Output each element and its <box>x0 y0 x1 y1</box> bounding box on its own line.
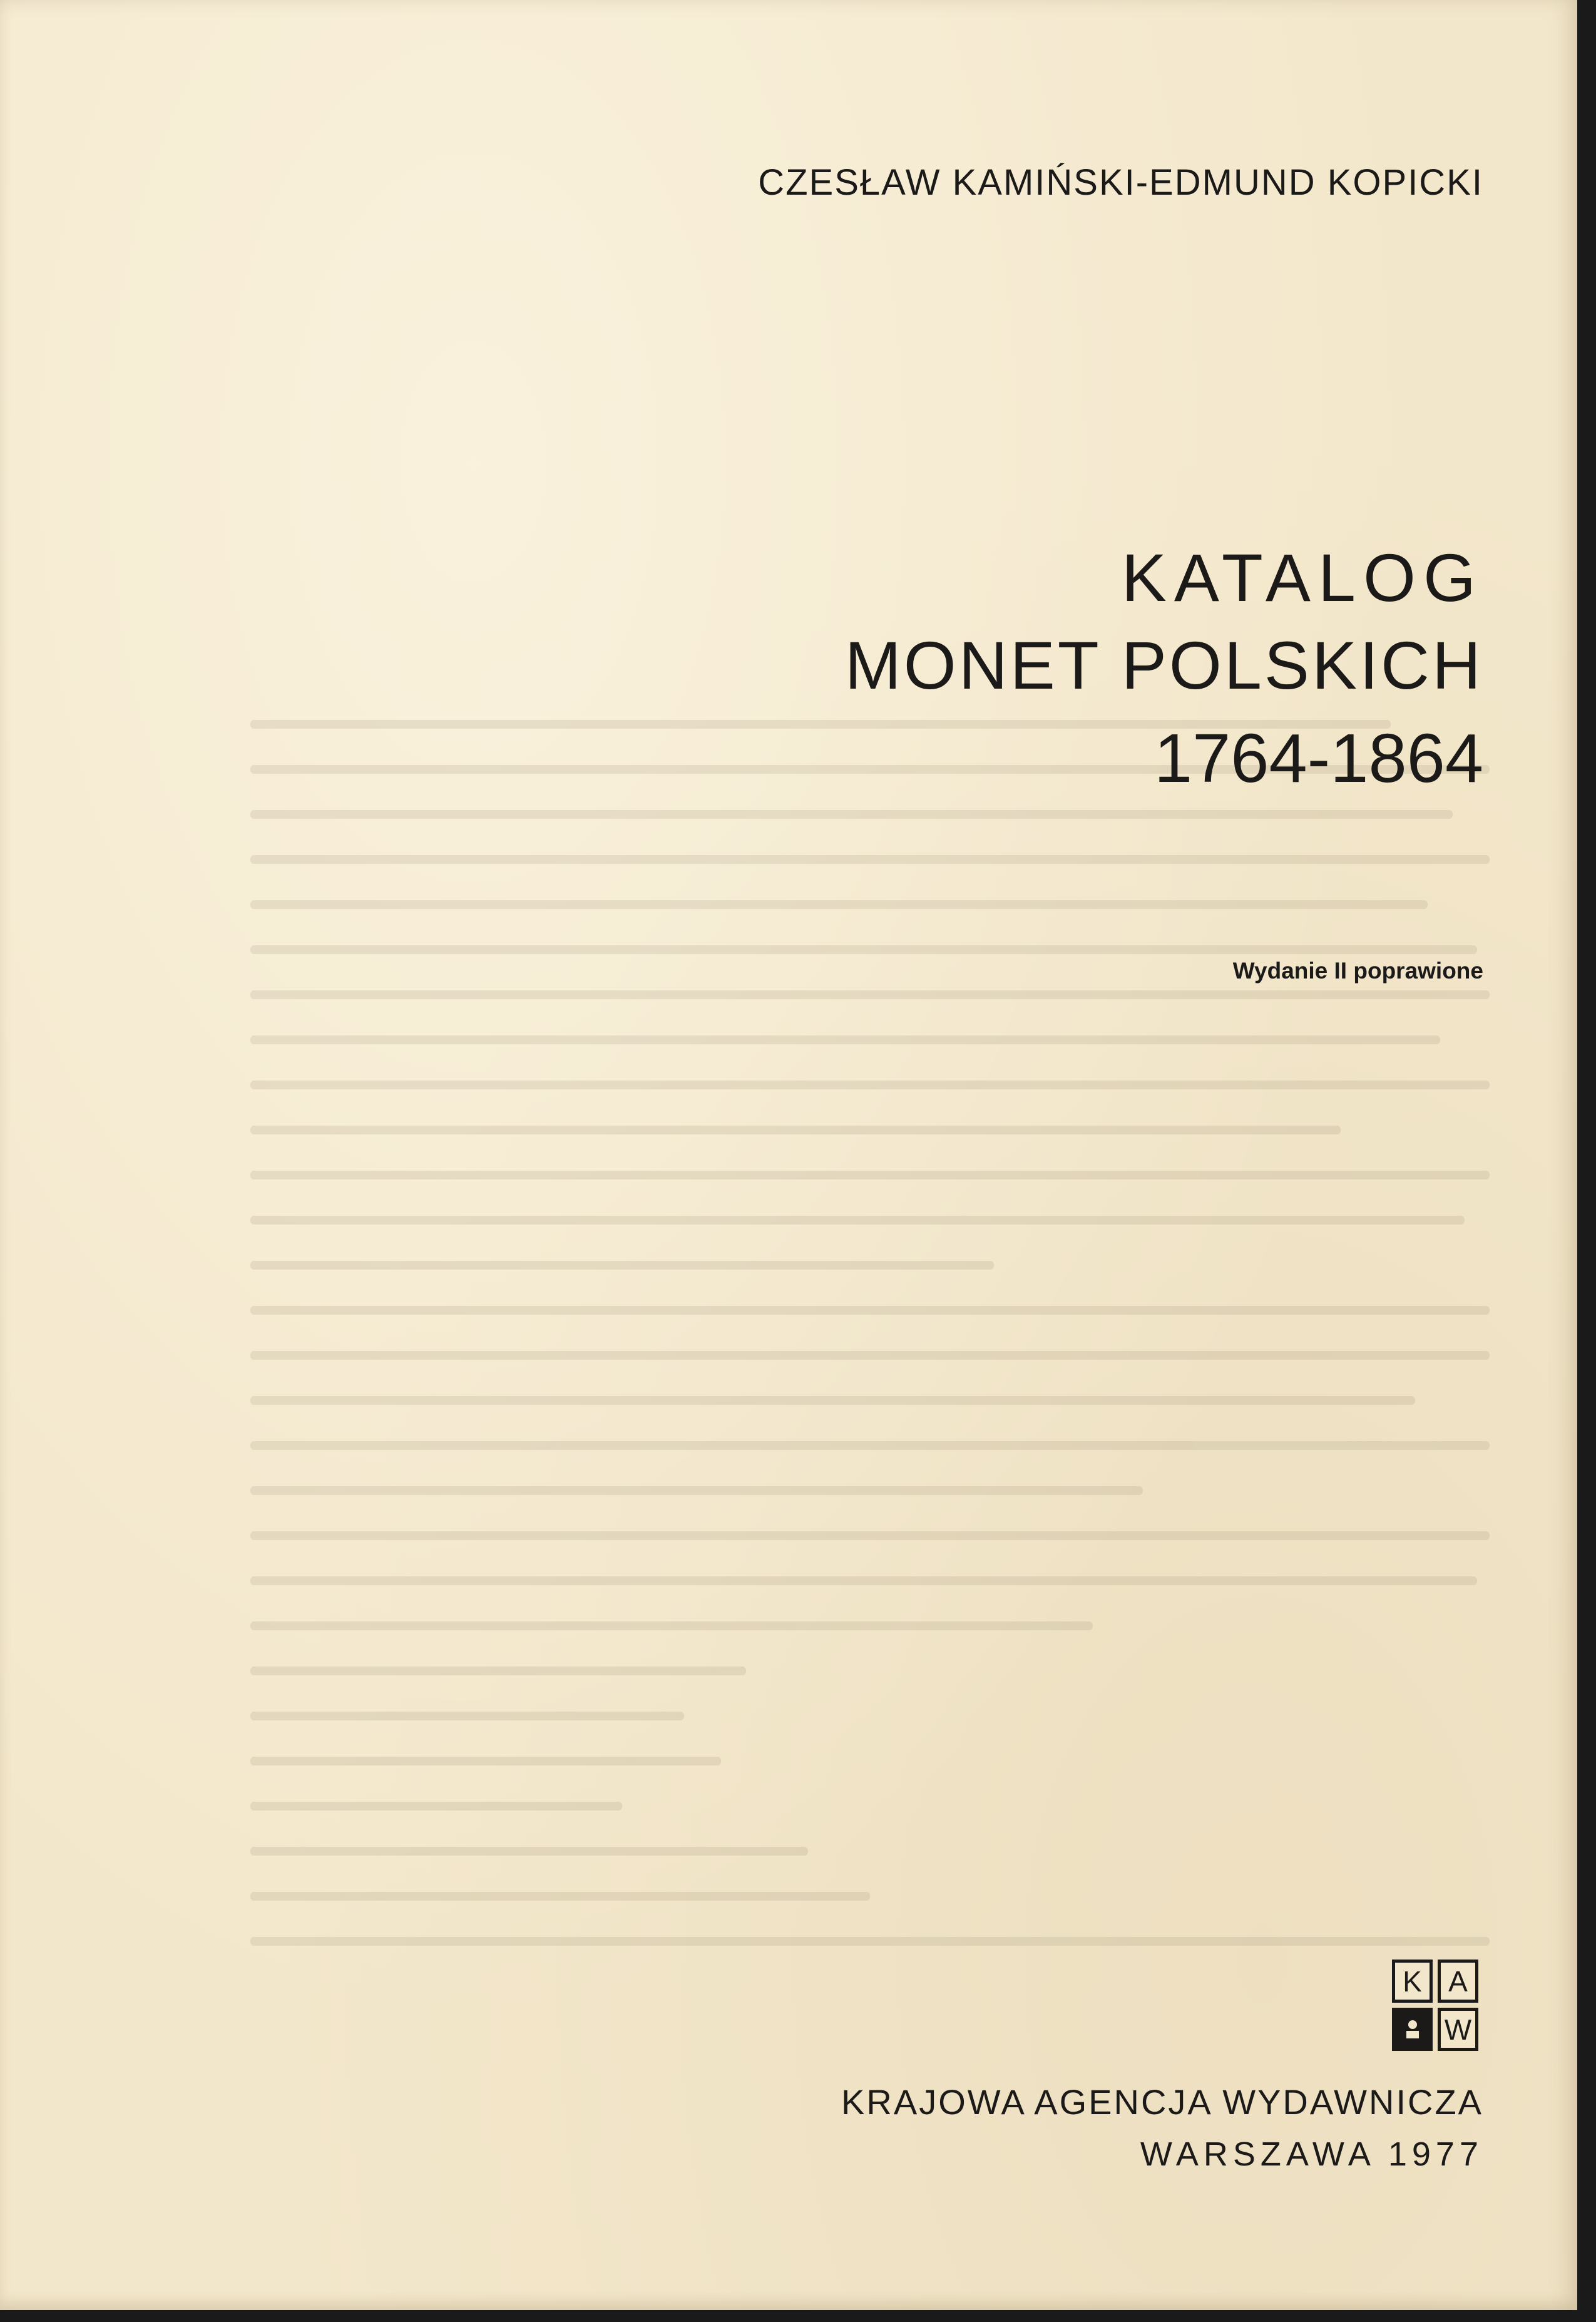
authors: CZESŁAW KAMIŃSKI-EDMUND KOPICKI <box>758 162 1483 203</box>
title-line-1: KATALOG <box>1121 540 1483 615</box>
publisher-name: KRAJOWA AGENCJA WYDAWNICZA <box>841 2082 1483 2122</box>
edition-note: Wydanie II poprawione <box>1232 958 1483 984</box>
title-years: 1764-1864 <box>1154 720 1483 797</box>
logo-letter-w: W <box>1438 2008 1478 2051</box>
title-line-2: MONET POLSKICH <box>844 627 1483 703</box>
publisher-logo <box>1392 1960 1478 2051</box>
logo-letter-a: A <box>1438 1960 1478 2003</box>
logo-letter-k: K <box>1392 1960 1433 2003</box>
logo-emblem-icon <box>1392 2008 1433 2051</box>
bleed-through-text <box>250 720 1490 2035</box>
publication-place-year: WARSZAWA 1977 <box>1140 2135 1483 2173</box>
